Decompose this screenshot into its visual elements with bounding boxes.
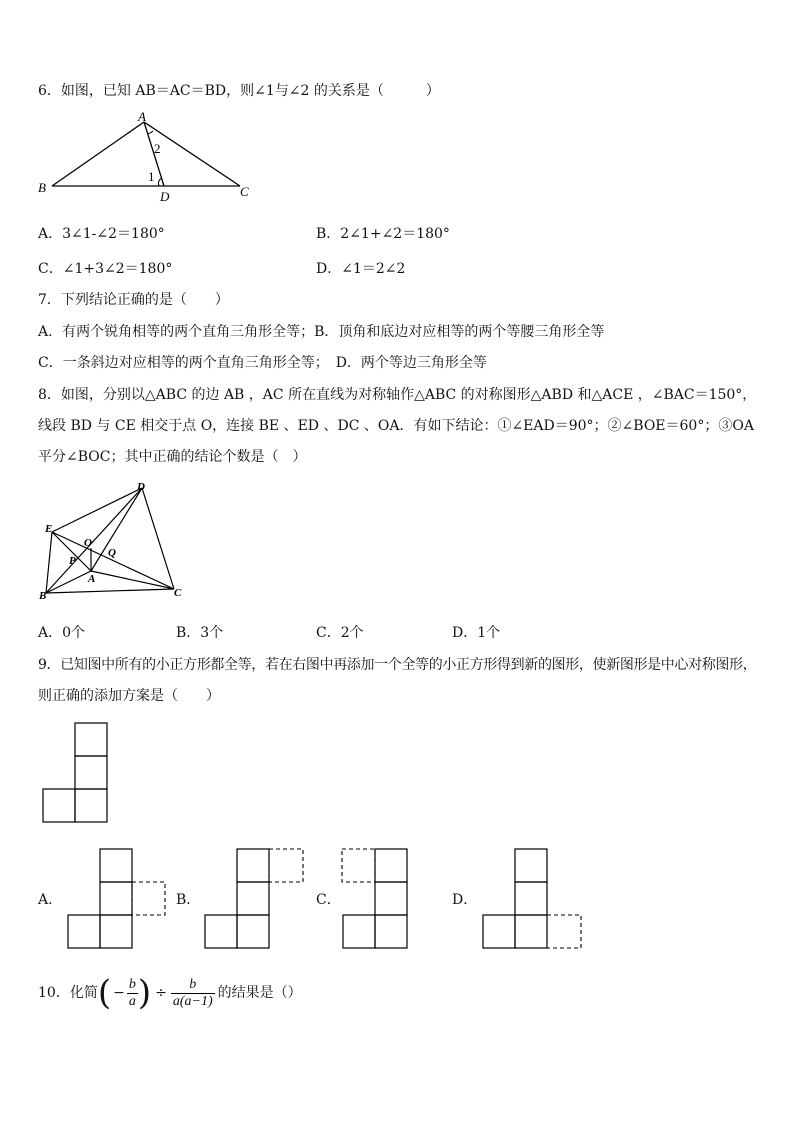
q8-option-d[interactable]: D．1个	[452, 625, 501, 641]
q9-option-b-figure[interactable]	[201, 848, 307, 950]
q8-label-c: C	[174, 587, 182, 599]
q6-label-angle1: 1	[148, 169, 155, 184]
q6-stem: 6．如图，已知 AB＝AC＝BD，则∠1与∠2 的关系是（ ）	[38, 83, 440, 99]
q8-option-b[interactable]: B．3个	[176, 625, 224, 641]
q8-figure	[34, 478, 194, 604]
q8-segment-eb	[46, 532, 52, 593]
q8-stem-line1: 8．如图，分别以△ABC 的边 AB ，AC 所在直线为对称轴作△ABC 的对称图形△ABD 和△ACE ，∠BAC＝150°，	[38, 387, 757, 403]
q10-fraction-2: $\frac{b}{a(a-1)}$	[172, 976, 213, 1009]
q6-label-a: A	[138, 110, 146, 124]
q6-option-c[interactable]: C．∠1+3∠2＝180°	[38, 261, 173, 277]
q10-fraction-1: $\frac{b}{a}$	[128, 976, 136, 1009]
q9-option-a-figure[interactable]	[64, 848, 168, 950]
q10-suffix: 的结果是（）	[217, 985, 302, 1001]
q6-label-angle2: 2	[154, 141, 161, 156]
q10-prefix: 10．化简	[38, 985, 98, 1001]
q10-close-paren: )	[137, 973, 152, 1013]
q8-label-e: E	[45, 523, 53, 535]
q6-option-a[interactable]: A．3∠1-∠2＝180°	[38, 226, 165, 242]
q8-label-d: D	[137, 481, 145, 493]
q9-option-c-label[interactable]: C．	[316, 892, 341, 908]
q7-options-line2: C．一条斜边对应相等的两个直角三角形全等； D．两个等边三角形全等	[38, 355, 487, 371]
q6-label-b: B	[38, 180, 46, 195]
q8-segment-ba	[46, 571, 91, 593]
q9-option-a-label[interactable]: A．	[38, 892, 63, 908]
q8-label-a: A	[88, 573, 96, 585]
q10-minus: −	[113, 985, 125, 1001]
q9-given-figure	[40, 722, 110, 824]
q6-triangle-figure	[34, 110, 254, 208]
q10-divide: ÷	[155, 985, 167, 1001]
q8-segment-dc	[142, 488, 174, 589]
q6-label-d: D	[160, 189, 170, 204]
q9-option-d-figure[interactable]	[479, 848, 585, 950]
q8-option-a[interactable]: A．0个	[38, 625, 86, 641]
q8-segment-bc	[46, 589, 174, 593]
q8-label-o: O	[84, 537, 92, 549]
q8-label-p: P	[69, 555, 76, 567]
q8-label-b: B	[39, 590, 47, 602]
q9-stem-line1: 9．已知图中所有的小正方形都全等，若在右图中再添加一个全等的小正方形得到新的图形，使新图形是中心对称图形，	[38, 657, 757, 673]
q6-label-c: C	[240, 184, 249, 199]
q8-segment-ac	[91, 571, 174, 589]
q6-side-ab	[52, 122, 144, 186]
q9-option-b-label[interactable]: B．	[176, 892, 201, 908]
q8-stem-line2: 线段 BD 与 CE 相交于点 O，连接 BE 、ED 、DC 、OA．有如下结论：①∠EAD＝90°；②∠BOE＝60°；③OA	[38, 418, 754, 434]
q7-options-line1: A．有两个锐角相等的两个直角三角形全等；B．顶角和底边对应相等的两个等腰三角形全等	[38, 324, 605, 340]
q8-stem-line3: 平分∠BOC；其中正确的结论个数是（ ）	[38, 449, 307, 465]
q10-stem	[38, 968, 302, 1018]
q8-option-c[interactable]: C．2个	[316, 625, 364, 641]
q10-open-paren: (	[97, 973, 112, 1013]
q9-option-d-label[interactable]: D．	[452, 892, 478, 908]
q6-option-b[interactable]: B．2∠1+∠2＝180°	[316, 226, 450, 242]
q9-stem-line2: 则正确的添加方案是（ ）	[38, 688, 220, 704]
q9-option-c-figure[interactable]	[339, 848, 413, 950]
q7-stem: 7．下列结论正确的是（ ）	[38, 292, 229, 308]
q6-option-d[interactable]: D．∠1＝2∠2	[316, 261, 406, 277]
q8-label-q: Q	[108, 547, 116, 559]
